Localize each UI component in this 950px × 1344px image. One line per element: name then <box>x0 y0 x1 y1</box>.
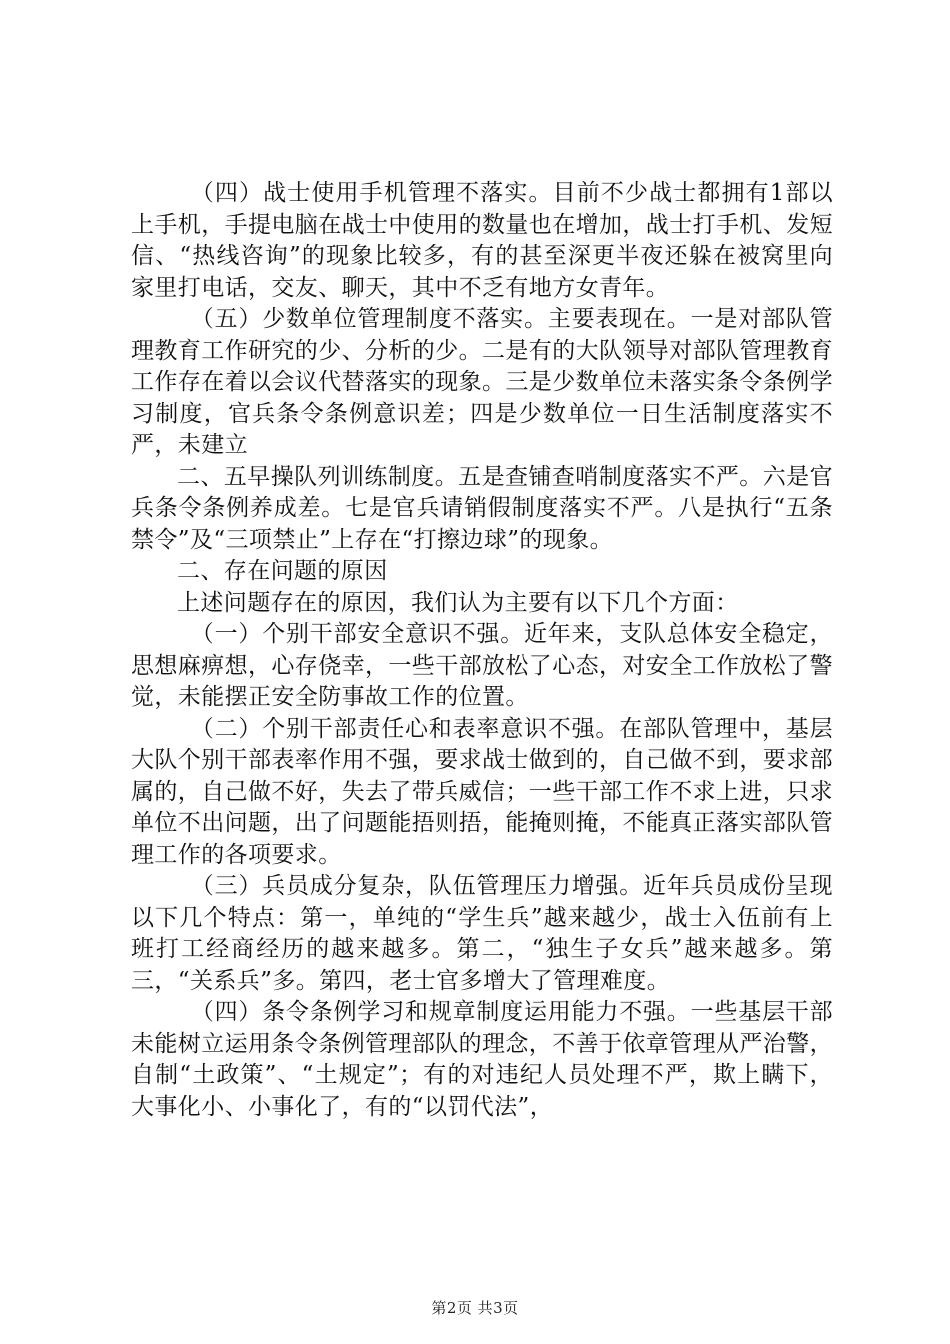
section-heading-causes: 二、存在问题的原因 <box>177 558 388 584</box>
paragraph-regulation-study: （四）条令条例学习和规章制度运用能力不强。一些基层干部未能树立运用条令条例管理部队的理念，不善于依章管理从严治警，自制“土政策”、“土规定”；有的对违纪人员处理不严，欺上瞒下，大事化小、小事化了，有的“以罚代法”， <box>131 999 833 1120</box>
paragraph-recruit-composition: （三）兵员成分复杂，队伍管理压力增强。近年兵员成份呈现以下几个特点：第一，单纯的“学生兵”越来越少，战士入伍前有上班打工经商经历的越来越多。第二，“独生子女兵”越来越多。第三，“关系兵”多。第四，老士官多增大了管理难度。 <box>131 873 833 994</box>
paragraph-phone-management: （四）战士使用手机管理不落实。目前不少战士都拥有1部以上手机，手提电脑在战士中使用的数量也在增加，战士打手机、发短信、“热线咨询”的现象比较多，有的甚至深更半夜还躲在被窝里向家里打电话，交友、聊天，其中不乏有地方女青年。 <box>131 180 833 301</box>
document-body <box>131 178 833 1123</box>
paragraph-unit-management: （五）少数单位管理制度不落实。主要表现在。一是对部队管理教育工作研究的少、分析的少。二是有的大队领导对部队管理教育工作存在着以会议代替落实的现象。三是少数单位未落实条令条例学习制度，官兵条令条例意识差；四是少数单位一日生活制度落实不严，未建立 <box>131 306 833 458</box>
paragraph-responsibility: （二）个别干部责任心和表率意识不强。在部队管理中，基层大队个别干部表率作用不强，要求战士做到的，自己做不到，要求部属的，自己做不好，失去了带兵威信；一些干部工作不求上进，只求单位不出问题，出了问题能捂则捂，能掩则掩，不能真正落实部队管理工作的各项要求。 <box>131 715 833 868</box>
paragraph-drill-system: 二、五早操队列训练制度。五是查铺查哨制度落实不严。六是官兵条令条例养成差。七是官兵请销假制度落实不严。八是执行“五条禁令”及“三项禁止”上存在“打擦边球”的现象。 <box>131 463 833 553</box>
page-footer: 第2页 共3页 <box>431 1299 519 1317</box>
paragraph-causes-intro: 上述问题存在的原因，我们认为主要有以下几个方面： <box>177 589 739 616</box>
paragraph-safety-awareness: （一）个别干部安全意识不强。近年来，支队总体安全稳定，思想麻痹想，心存侥幸，一些干部放松了心态，对安全工作放松了警觉，未能摆正安全防事故工作的位置。 <box>131 621 833 710</box>
